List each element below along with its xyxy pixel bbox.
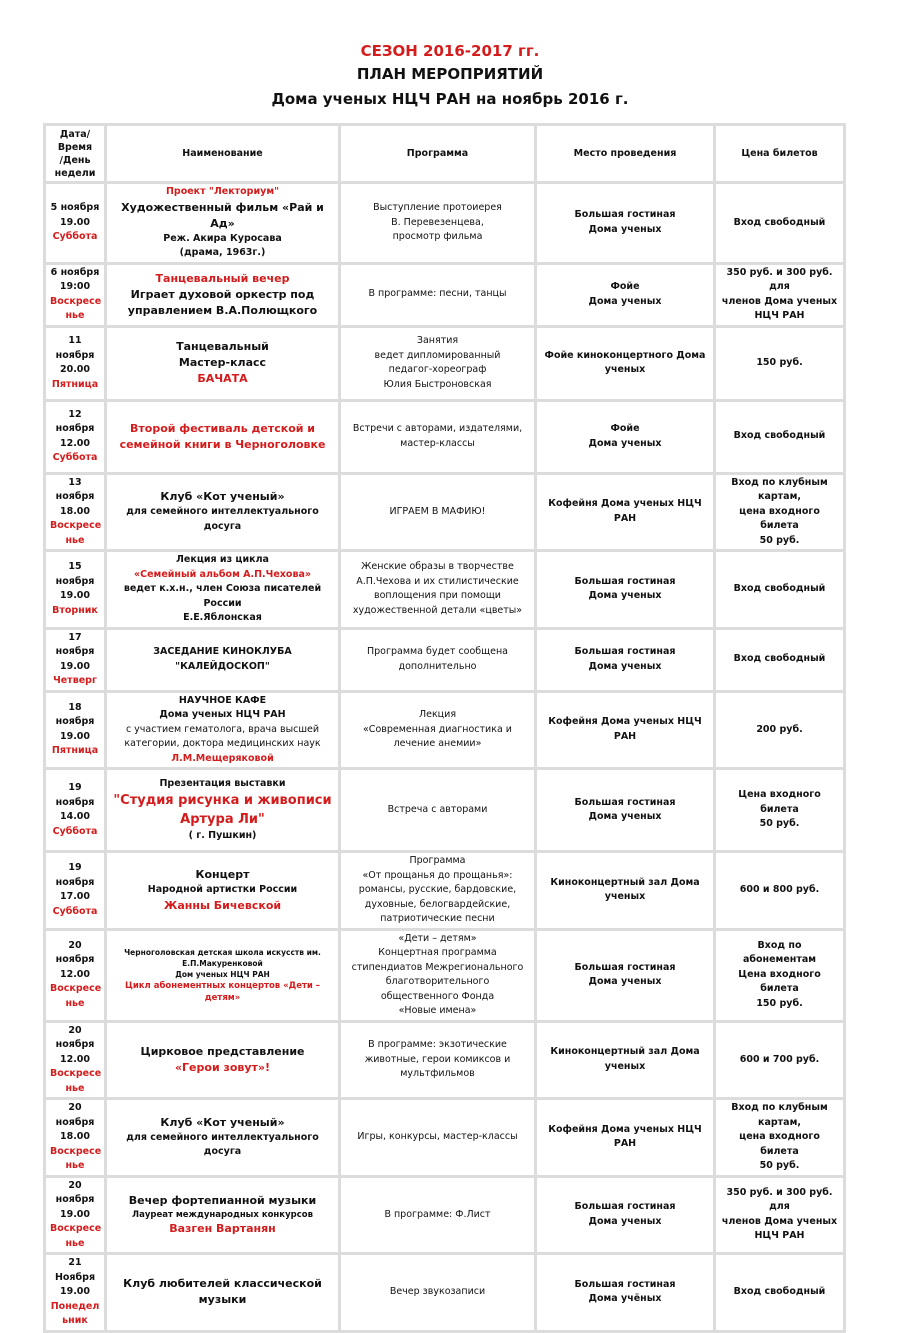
- event-place-cell: [536, 183, 715, 264]
- event-place-line: Киноконцертный зал Дома: [550, 1046, 700, 1058]
- event-date-line: 5 ноября: [50, 202, 100, 213]
- event-name-line: «Семейный альбом А.П.Чехова»: [134, 568, 311, 580]
- event-weekday: Пятница: [51, 745, 99, 757]
- event-place-line: Большая гостиная: [574, 1278, 676, 1290]
- event-program-line: патриотические песни: [380, 913, 495, 924]
- event-name-cell: [106, 1254, 340, 1332]
- event-name-line: Клуб «Кот ученый»: [160, 1115, 285, 1129]
- table-header-row: [45, 125, 845, 183]
- event-date-cell: [45, 551, 106, 629]
- table-row: [45, 1254, 845, 1332]
- table-row: [45, 769, 845, 852]
- event-place-line: Дома ученых: [588, 1215, 662, 1227]
- event-place-line: Дома ученых: [588, 976, 662, 987]
- event-place-line: ученых: [604, 364, 646, 375]
- event-name-line: Художественный фильм «Рай и Ад»: [121, 200, 324, 230]
- column-header-place: Место проведения: [536, 125, 715, 183]
- event-price-line: цена входного билета: [739, 1131, 820, 1157]
- event-date-line: 20: [68, 1024, 82, 1036]
- plan-title: ПЛАН МЕРОПРИЯТИЙ: [356, 65, 544, 83]
- events-table: [43, 123, 846, 1333]
- event-program-line: Занятия: [416, 335, 459, 346]
- event-name-cell: [106, 1021, 340, 1099]
- table-row: [45, 183, 845, 264]
- event-program-line: просмотр фильма: [392, 231, 483, 242]
- event-name-cell: [106, 691, 340, 769]
- event-price-line: 350 руб. и 300 руб. для: [726, 266, 833, 292]
- table-row: [45, 551, 845, 629]
- event-price-cell: [715, 628, 845, 691]
- event-program-line: лечение анемии»: [393, 738, 482, 749]
- event-name-line: Черноголовская детская школа искусств им.: [124, 947, 321, 957]
- event-price-cell: [715, 1021, 845, 1099]
- event-date-line: 17: [68, 631, 82, 643]
- event-name-line: для семейного интеллектуального досуга: [126, 1131, 319, 1158]
- event-place-line: Большая гостиная: [574, 961, 676, 973]
- event-date-cell: [45, 1021, 106, 1099]
- table-row: [45, 473, 845, 551]
- event-date-line: 19.00: [59, 1286, 91, 1297]
- event-place-line: Дома учёных: [588, 1293, 662, 1305]
- event-place-cell: [536, 400, 715, 473]
- event-place-cell: [536, 628, 715, 691]
- event-place-cell: [536, 852, 715, 930]
- event-name-line: Второй фестиваль детской и семейной книги в Черноголовке: [119, 421, 326, 451]
- event-place-cell: [536, 326, 715, 400]
- event-program-line: Концертная программа: [378, 947, 497, 958]
- event-name-line: Играет духовой оркестр под: [130, 287, 315, 301]
- event-date-line: 12.00: [59, 968, 91, 980]
- event-place-cell: [536, 1254, 715, 1332]
- event-date-line: ноября: [55, 716, 95, 728]
- event-date-line: ноября: [55, 423, 95, 434]
- event-program-cell: [340, 852, 536, 930]
- event-name-line: "Студия рисунка и живописи: [113, 793, 332, 808]
- event-place-line: Дома ученых: [588, 590, 662, 602]
- event-program-line: «Современная диагностика и: [363, 723, 512, 735]
- column-header-date: Дата/ Время /День недели: [45, 125, 106, 183]
- event-weekday: Воскресе нье: [50, 295, 102, 321]
- event-date-line: 19: [68, 862, 82, 874]
- event-name-line: Танцевальный вечер: [155, 271, 290, 285]
- event-program-line: В программе: песни, танцы: [368, 288, 507, 300]
- event-name-cell: [106, 1099, 340, 1177]
- event-program-line: В программе: экзотические: [368, 1039, 507, 1050]
- event-price-cell: [715, 691, 845, 769]
- event-date-line: Ноября: [54, 1271, 96, 1283]
- table-row: [45, 1099, 845, 1177]
- event-name-line: НАУЧНОЕ КАФЕ: [178, 694, 267, 706]
- event-name-line: Клуб «Кот ученый»: [160, 490, 285, 504]
- event-program-line: мастер-классы: [400, 437, 475, 449]
- event-program-line: В программе: Ф.Лист: [384, 1208, 491, 1220]
- event-name-line: Реж. Акира Куросава: [163, 232, 282, 244]
- event-date-cell: [45, 691, 106, 769]
- event-weekday: Воскресе нье: [50, 1223, 102, 1249]
- event-program-line: воплощения при помощи: [374, 590, 501, 602]
- event-date-cell: [45, 628, 106, 691]
- event-date-line: 20.00: [59, 364, 91, 375]
- event-name-line: Е.П.Макуренковой: [182, 958, 263, 968]
- event-date-cell: [45, 929, 106, 1021]
- event-date-cell: [45, 326, 106, 400]
- event-date-line: 19.00: [59, 216, 91, 228]
- event-price-line: 350 руб. и 300 руб. для: [726, 1186, 833, 1213]
- event-name-line: категории, доктора медицинских наук: [124, 738, 321, 749]
- event-date-cell: [45, 1254, 106, 1332]
- event-date-line: ноября: [55, 1194, 95, 1205]
- event-name-line: для семейного интеллектуального досуга: [126, 506, 319, 532]
- event-name-cell: [106, 473, 340, 551]
- event-name-line: Танцевальный: [176, 340, 269, 353]
- event-price-line: 200 руб.: [756, 723, 803, 735]
- event-date-line: ноября: [55, 646, 95, 657]
- event-program-cell: [340, 1176, 536, 1254]
- event-name-cell: [106, 551, 340, 629]
- event-price-line: цена входного билета: [739, 505, 820, 531]
- table-row: [45, 691, 845, 769]
- event-place-line: Фойе киноконцертного Дома: [544, 349, 706, 361]
- event-place-cell: [536, 473, 715, 551]
- season-title: СЕЗОН 2016-2017 гг.: [360, 42, 540, 60]
- event-place-line: Дома ученых: [588, 660, 662, 672]
- event-price-cell: [715, 769, 845, 852]
- event-name-line: Цирковое представление: [140, 1044, 305, 1058]
- event-date-line: 15: [68, 561, 82, 573]
- event-program-line: ИГРАЕМ В МАФИЮ!: [389, 505, 486, 517]
- table-row: [45, 326, 845, 400]
- event-date-line: ноября: [55, 796, 95, 808]
- event-name-line: «Герои зовут»!: [174, 1060, 271, 1074]
- event-price-line: НЦЧ РАН: [754, 1230, 805, 1242]
- event-weekday: Вторник: [52, 604, 98, 616]
- event-price-line: Цена входного билета: [738, 968, 821, 995]
- event-name-line: Лауреат международных конкурсов: [132, 1209, 313, 1220]
- event-name-line: Концерт: [195, 868, 250, 881]
- event-program-line: Встречи с авторами, издателями,: [352, 423, 523, 434]
- event-date-cell: [45, 263, 106, 326]
- event-place-line: ученых: [604, 891, 646, 903]
- event-price-line: членов Дома ученых: [721, 295, 838, 307]
- event-weekday: Четверг: [53, 675, 97, 686]
- event-date-line: 6 ноября: [50, 266, 100, 278]
- event-name-line: ( г. Пушкин): [188, 830, 257, 841]
- column-header-price: Цена билетов: [715, 125, 845, 183]
- event-program-line: А.П.Чехова и их стилистические: [356, 575, 519, 587]
- event-program-cell: [340, 1254, 536, 1332]
- event-place-line: Большая гостиная: [574, 1201, 676, 1213]
- event-date-line: 19.00: [59, 590, 91, 602]
- event-date-cell: [45, 473, 106, 551]
- event-date-line: 19:00: [59, 281, 91, 292]
- event-weekday: Воскресе нье: [50, 520, 102, 546]
- column-header-program: Программа: [340, 125, 536, 183]
- event-program-cell: [340, 183, 536, 264]
- event-program-cell: [340, 691, 536, 769]
- event-name-line: Презентация выставки: [159, 777, 286, 789]
- event-date-line: 19: [68, 782, 82, 793]
- event-weekday: Пятница: [51, 378, 99, 390]
- event-program-line: ведет дипломированный: [374, 349, 501, 361]
- event-place-line: Большая гостиная: [574, 646, 676, 657]
- event-name-line: Дом ученых НЦЧ РАН: [175, 969, 270, 979]
- event-date-line: 12.00: [59, 1053, 91, 1065]
- event-place-line: Дома ученых: [588, 437, 662, 449]
- table-row: [45, 400, 845, 473]
- event-name-cell: [106, 1176, 340, 1254]
- event-name-line: Лекция из цикла: [176, 554, 269, 565]
- event-date-line: 18.00: [59, 505, 91, 517]
- event-price-cell: [715, 183, 845, 264]
- event-price-line: картам,: [758, 491, 801, 502]
- event-name-line: (драма, 1963г.): [179, 247, 266, 258]
- event-place-line: Фойе: [610, 281, 640, 292]
- event-name-line: Дома ученых НЦЧ РАН: [159, 709, 286, 720]
- event-name-line: Мастер-класс: [178, 356, 267, 369]
- event-weekday: Суббота: [52, 452, 98, 463]
- event-program-line: Лекция: [418, 709, 457, 720]
- event-date-line: 18.00: [59, 1131, 91, 1142]
- event-place-cell: [536, 929, 715, 1021]
- event-date-line: 20: [68, 1102, 82, 1113]
- event-date-cell: [45, 183, 106, 264]
- event-program-line: Юлия Быстроновская: [383, 378, 492, 390]
- table-row: [45, 1176, 845, 1254]
- event-program-line: Женские образы в творчестве: [361, 561, 514, 573]
- event-program-line: мультфильмов: [400, 1068, 475, 1079]
- event-date-line: ноября: [55, 491, 95, 502]
- event-weekday: Суббота: [52, 825, 98, 837]
- event-program-line: В. Перевезенцева,: [391, 216, 484, 228]
- table-row: [45, 929, 845, 1021]
- event-date-line: 13: [68, 476, 82, 488]
- event-name-line: ЗАСЕДАНИЕ КИНОКЛУБА "КАЛЕЙДОСКОП": [153, 646, 292, 672]
- event-price-line: Вход свободный: [733, 1286, 826, 1297]
- event-program-cell: [340, 551, 536, 629]
- event-date-cell: [45, 1099, 106, 1177]
- event-name-cell: [106, 183, 340, 264]
- event-price-line: 600 и 800 руб.: [739, 884, 820, 895]
- event-name-line: Проект "Лекториум": [165, 186, 280, 197]
- event-name-line: БАЧАТА: [197, 372, 248, 385]
- event-date-line: ноября: [55, 1039, 95, 1050]
- event-weekday: Суббота: [52, 905, 98, 917]
- event-date-line: 21: [68, 1257, 82, 1268]
- event-program-line: общественного Фонда: [380, 990, 495, 1002]
- table-row: [45, 852, 845, 930]
- event-program-cell: [340, 1099, 536, 1177]
- table-row: [45, 1021, 845, 1099]
- event-name-cell: [106, 628, 340, 691]
- event-place-cell: [536, 1176, 715, 1254]
- event-program-line: Вечер звукозаписи: [389, 1286, 486, 1297]
- event-name-line: Е.Е.Яблонская: [183, 612, 262, 623]
- event-program-line: Выступление протоиерея: [373, 202, 502, 213]
- event-place-line: Фойе: [610, 423, 640, 434]
- event-name-line: Вечер фортепианной музыки: [128, 1193, 317, 1207]
- event-date-cell: [45, 1176, 106, 1254]
- event-name-line: Народной артистки России: [147, 884, 298, 895]
- event-weekday: Воскресе нье: [50, 983, 102, 1009]
- event-date-cell: [45, 400, 106, 473]
- event-name-cell: [106, 400, 340, 473]
- event-date-line: 14.00: [59, 811, 91, 822]
- event-name-line: Вазген Вартанян: [169, 1221, 276, 1235]
- event-name-cell: [106, 929, 340, 1021]
- event-program-cell: [340, 769, 536, 852]
- event-program-cell: [340, 326, 536, 400]
- event-name-line: с участием гематолога, врача высшей: [125, 723, 320, 735]
- event-program-line: педагог-хореограф: [388, 364, 487, 375]
- event-price-line: 50 руб.: [759, 534, 800, 546]
- event-program-cell: [340, 263, 536, 326]
- event-place-line: Кофейня Дома ученых НЦЧ РАН: [548, 498, 702, 524]
- event-date-line: 18: [68, 701, 82, 713]
- event-price-line: 600 и 700 руб.: [739, 1053, 820, 1065]
- event-date-line: 11: [68, 335, 82, 346]
- event-date-cell: [45, 852, 106, 930]
- event-program-cell: [340, 929, 536, 1021]
- event-place-line: Дома ученых: [588, 223, 662, 235]
- event-date-line: ноября: [55, 954, 95, 966]
- event-name-line: Жанны Бичевской: [163, 898, 282, 912]
- event-price-cell: [715, 551, 845, 629]
- event-name-cell: [106, 852, 340, 930]
- event-program-line: Программа: [409, 855, 466, 866]
- event-place-cell: [536, 263, 715, 326]
- event-name-line: Л.М.Мещеряковой: [171, 752, 274, 764]
- event-date-line: 12.00: [59, 437, 91, 449]
- event-date-line: ноября: [55, 876, 95, 888]
- event-price-line: картам,: [758, 1116, 801, 1128]
- event-name-line: Цикл абонементных концертов «Дети – детям»: [124, 980, 321, 1003]
- event-price-line: Вход по абонементам: [742, 939, 817, 966]
- event-place-line: ученых: [604, 1060, 646, 1072]
- event-name-line: Клуб любителей классической музыки: [123, 1277, 322, 1307]
- event-weekday: Воскресе нье: [50, 1145, 102, 1171]
- event-place-line: Большая гостиная: [574, 796, 676, 808]
- event-program-line: «Дети – детям»: [398, 932, 477, 944]
- event-name-line: ведет к.х.н., член Союза писателей России: [123, 583, 322, 609]
- house-title: Дома ученых НЦЧ РАН на ноябрь 2016 г.: [271, 90, 629, 108]
- event-weekday: Понедел ьник: [50, 1300, 100, 1326]
- event-date-line: 20: [68, 939, 82, 951]
- event-date-line: ноября: [55, 1116, 95, 1128]
- event-place-line: Киноконцертный зал Дома: [550, 876, 700, 888]
- event-program-line: Программа будет сообщена: [367, 646, 508, 657]
- event-date-cell: [45, 769, 106, 852]
- event-program-cell: [340, 628, 536, 691]
- event-place-line: Большая гостиная: [574, 575, 676, 587]
- event-price-cell: [715, 852, 845, 930]
- event-price-cell: [715, 473, 845, 551]
- event-date-line: 19.00: [59, 730, 91, 742]
- event-price-cell: [715, 929, 845, 1021]
- event-price-line: 150 руб.: [756, 356, 803, 368]
- event-weekday: Воскресе нье: [50, 1068, 102, 1094]
- event-place-cell: [536, 1021, 715, 1099]
- event-price-cell: [715, 263, 845, 326]
- event-program-line: дополнительно: [398, 660, 477, 672]
- event-price-cell: [715, 1099, 845, 1177]
- event-name-cell: [106, 769, 340, 852]
- event-price-line: Вход свободный: [733, 653, 826, 665]
- event-place-cell: [536, 691, 715, 769]
- document-header: [0, 40, 900, 112]
- event-name-cell: [106, 263, 340, 326]
- event-place-line: Дома ученых: [588, 811, 662, 822]
- event-date-line: 17.00: [59, 891, 91, 903]
- event-price-cell: [715, 400, 845, 473]
- event-program-line: романсы, русские, бардовские,: [358, 884, 517, 895]
- event-program-line: животные, герои комиксов и: [364, 1053, 511, 1065]
- event-program-line: стипендиатов Межрегионального: [351, 961, 524, 973]
- event-date-line: 12: [68, 408, 82, 420]
- event-name-cell: [106, 326, 340, 400]
- event-program-line: духовные, белогвардейские,: [364, 898, 511, 910]
- event-date-line: 20: [68, 1179, 82, 1191]
- table-row: [45, 263, 845, 326]
- event-place-cell: [536, 1099, 715, 1177]
- event-place-cell: [536, 769, 715, 852]
- event-price-line: 50 руб.: [759, 1160, 800, 1171]
- event-price-line: Вход по клубным: [731, 476, 828, 488]
- event-program-cell: [340, 400, 536, 473]
- event-name-line: управлением В.А.Полющкого: [127, 303, 318, 317]
- event-price-cell: [715, 326, 845, 400]
- event-program-line: Встреча с авторами: [387, 803, 488, 815]
- event-place-cell: [536, 551, 715, 629]
- event-name-line: Артура Ли": [180, 812, 265, 827]
- event-price-line: Вход свободный: [733, 430, 826, 442]
- event-program-cell: [340, 473, 536, 551]
- column-header-name: Наименование: [106, 125, 340, 183]
- event-program-cell: [340, 1021, 536, 1099]
- table-row: [45, 628, 845, 691]
- event-date-line: 19.00: [59, 660, 91, 672]
- event-price-line: 50 руб.: [759, 818, 800, 830]
- event-price-line: 150 руб.: [756, 997, 803, 1009]
- events-table-body: [45, 183, 845, 1332]
- event-price-line: Вход свободный: [733, 583, 826, 594]
- event-program-line: Игры, конкурсы, мастер-классы: [357, 1131, 518, 1142]
- event-date-line: 19.00: [59, 1208, 91, 1220]
- event-place-line: Кофейня Дома ученых НЦЧ РАН: [548, 716, 702, 742]
- event-program-line: «От прощанья до прощанья»:: [362, 869, 513, 881]
- event-price-cell: [715, 1254, 845, 1332]
- event-weekday: Суббота: [52, 231, 98, 242]
- event-price-line: Вход по клубным: [731, 1102, 828, 1113]
- event-price-line: Цена входного билета: [738, 789, 821, 815]
- event-date-line: ноября: [55, 575, 95, 587]
- event-program-line: художественной детали «цветы»: [352, 604, 523, 616]
- event-program-line: благотворительного: [385, 976, 490, 987]
- event-place-line: Дома ученых: [588, 295, 662, 307]
- event-price-line: Вход свободный: [733, 216, 826, 228]
- event-price-line: членов Дома ученых: [721, 1215, 838, 1227]
- event-date-line: ноября: [55, 349, 95, 361]
- event-place-line: Кофейня Дома ученых НЦЧ РАН: [548, 1123, 702, 1150]
- event-price-line: НЦЧ РАН: [754, 310, 805, 321]
- event-place-line: Большая гостиная: [574, 209, 676, 221]
- event-program-line: «Новые имена»: [398, 1005, 477, 1016]
- event-price-cell: [715, 1176, 845, 1254]
